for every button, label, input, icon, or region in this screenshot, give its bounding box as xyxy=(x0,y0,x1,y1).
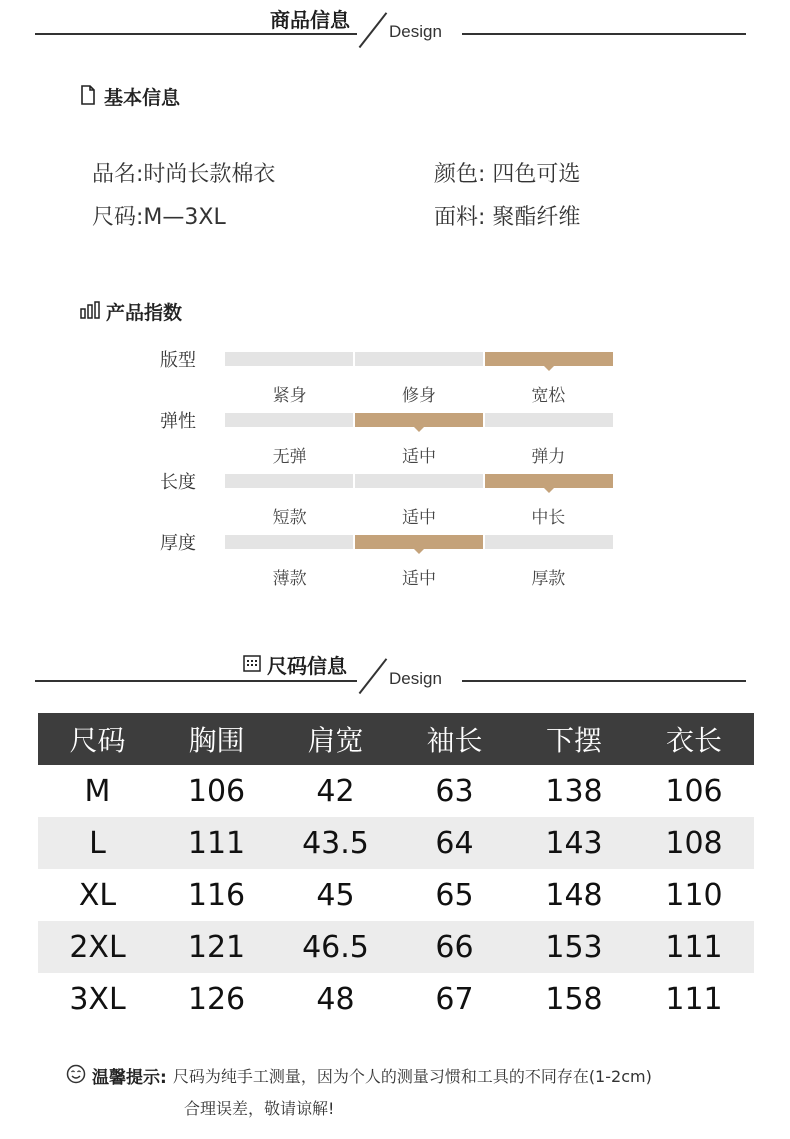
index-row-label: 版型 xyxy=(160,350,196,371)
index-option-label: 短款 xyxy=(272,508,307,528)
table-cell: 121 xyxy=(157,921,276,973)
basic-info-heading xyxy=(80,83,180,110)
index-row-label: 长度 xyxy=(160,472,196,493)
table-row xyxy=(38,869,754,921)
table-cell: 46.5 xyxy=(276,921,395,973)
table-row xyxy=(38,973,754,1025)
table-cell: 65 xyxy=(435,877,474,913)
index-option-label: 适中 xyxy=(401,508,436,528)
section-subtitle-size: Design xyxy=(389,669,442,688)
tips-line-1: 尺码为纯手工测量，因为个人的测量习惯和工具的不同存在(1-2cm) xyxy=(172,1067,652,1086)
tips-line-2: 合理误差，敬请谅解! xyxy=(184,1099,335,1118)
index-track xyxy=(225,535,613,549)
table-cell: 48 xyxy=(316,981,355,1017)
product-color-label: 颜色: xyxy=(434,162,486,187)
index-segment xyxy=(355,474,483,488)
table-cell: L xyxy=(38,817,157,869)
product-name-value: 时尚长款棉衣 xyxy=(143,162,276,187)
product-fabric-label: 面料: xyxy=(434,205,486,230)
table-cell: 116 xyxy=(187,877,246,913)
tips-label: 温馨提示: xyxy=(92,1068,167,1088)
index-segment xyxy=(485,413,613,427)
header-slash xyxy=(359,12,387,48)
size-table-header-cell: 尺码 xyxy=(38,713,157,765)
index-options xyxy=(225,503,613,528)
table-cell: 45 xyxy=(316,877,355,913)
index-option-label: 修身 xyxy=(401,386,436,406)
product-name-row xyxy=(92,157,275,188)
product-name-label: 品名: xyxy=(92,162,144,187)
section-subtitle-product: Design xyxy=(389,22,442,41)
bar-chart-icon xyxy=(80,301,100,323)
table-cell: 111 xyxy=(665,981,723,1017)
product-fabric-row xyxy=(434,200,580,231)
index-option-label: 紧身 xyxy=(272,386,307,406)
product-index-heading xyxy=(80,298,182,325)
table-cell: 138 xyxy=(545,773,603,809)
index-segment-selected xyxy=(485,352,613,366)
table-cell: 67 xyxy=(435,981,474,1017)
table-cell: 43.5 xyxy=(276,817,395,869)
table-cell: 63 xyxy=(435,773,474,809)
index-option-label: 无弹 xyxy=(272,447,307,467)
index-segment-selected xyxy=(355,535,483,549)
index-option-label: 宽松 xyxy=(531,386,566,406)
index-track xyxy=(225,413,613,427)
index-segment-selected xyxy=(485,474,613,488)
index-option-label: 适中 xyxy=(401,447,436,467)
table-cell: 126 xyxy=(187,981,246,1017)
size-table-header-cell: 袖长 xyxy=(395,713,514,765)
product-color-value: 四色可选 xyxy=(492,162,581,187)
table-cell: 2XL xyxy=(38,921,157,973)
table-cell: 110 xyxy=(665,877,723,913)
index-options xyxy=(225,564,613,589)
size-table xyxy=(38,713,754,1025)
table-cell: 64 xyxy=(395,817,514,869)
table-cell: 143 xyxy=(514,817,634,869)
section-title-product: 商品信息 xyxy=(270,8,350,32)
header-divider-left xyxy=(35,33,357,35)
table-cell: 3XL xyxy=(69,981,126,1017)
index-option-label: 弹力 xyxy=(531,447,566,467)
index-track xyxy=(225,474,613,488)
index-option-label: 中长 xyxy=(531,508,566,528)
table-row xyxy=(38,817,754,869)
size-header-divider-right xyxy=(462,680,746,682)
table-row xyxy=(38,921,754,973)
index-segment xyxy=(355,352,483,366)
table-cell: 148 xyxy=(545,877,603,913)
index-segment xyxy=(225,535,353,549)
table-cell: 106 xyxy=(665,773,723,809)
table-cell: 66 xyxy=(395,921,514,973)
table-cell: 42 xyxy=(316,773,355,809)
table-row xyxy=(38,765,754,817)
table-cell: 106 xyxy=(187,773,246,809)
tips-block xyxy=(66,1063,766,1119)
product-index-title: 产品指数 xyxy=(106,302,183,324)
size-section-heading xyxy=(243,650,347,679)
basic-info-title: 基本信息 xyxy=(104,87,181,109)
table-cell: 111 xyxy=(634,921,754,973)
index-options xyxy=(225,381,613,406)
table-cell: 108 xyxy=(634,817,754,869)
index-track xyxy=(225,352,613,366)
table-cell: 153 xyxy=(514,921,634,973)
size-header-divider-left xyxy=(35,680,357,682)
size-table-header-cell: 肩宽 xyxy=(276,713,395,765)
index-segment xyxy=(225,413,353,427)
index-segment-selected xyxy=(355,413,483,427)
size-table-header-cell: 胸围 xyxy=(157,713,276,765)
section-title-size: 尺码信息 xyxy=(267,654,347,678)
index-segment xyxy=(485,535,613,549)
index-option-label: 厚款 xyxy=(531,569,566,589)
document-icon xyxy=(80,85,96,109)
size-table-header-cell: 下摆 xyxy=(514,713,634,765)
index-segment xyxy=(225,474,353,488)
index-row-label: 弹性 xyxy=(160,411,196,432)
product-color-row xyxy=(434,157,580,188)
size-header-slash xyxy=(359,658,387,694)
product-size-label: 尺码: xyxy=(92,205,144,230)
product-size-row xyxy=(92,200,226,231)
index-row-label: 厚度 xyxy=(160,533,196,554)
smile-icon xyxy=(66,1064,86,1088)
index-option-label: 薄款 xyxy=(272,569,307,589)
product-size-value: M—3XL xyxy=(143,205,226,230)
index-option-label: 适中 xyxy=(401,569,436,589)
product-fabric-value: 聚酯纤维 xyxy=(492,205,581,230)
calendar-grid-icon xyxy=(243,654,261,676)
table-cell: 158 xyxy=(545,981,603,1017)
index-options xyxy=(225,442,613,467)
table-cell: 111 xyxy=(157,817,276,869)
size-table-header xyxy=(38,713,754,765)
index-segment xyxy=(225,352,353,366)
table-cell: M xyxy=(84,773,111,809)
size-table-header-cell: 衣长 xyxy=(634,713,754,765)
table-cell: XL xyxy=(78,877,117,913)
header-divider-right xyxy=(462,33,746,35)
